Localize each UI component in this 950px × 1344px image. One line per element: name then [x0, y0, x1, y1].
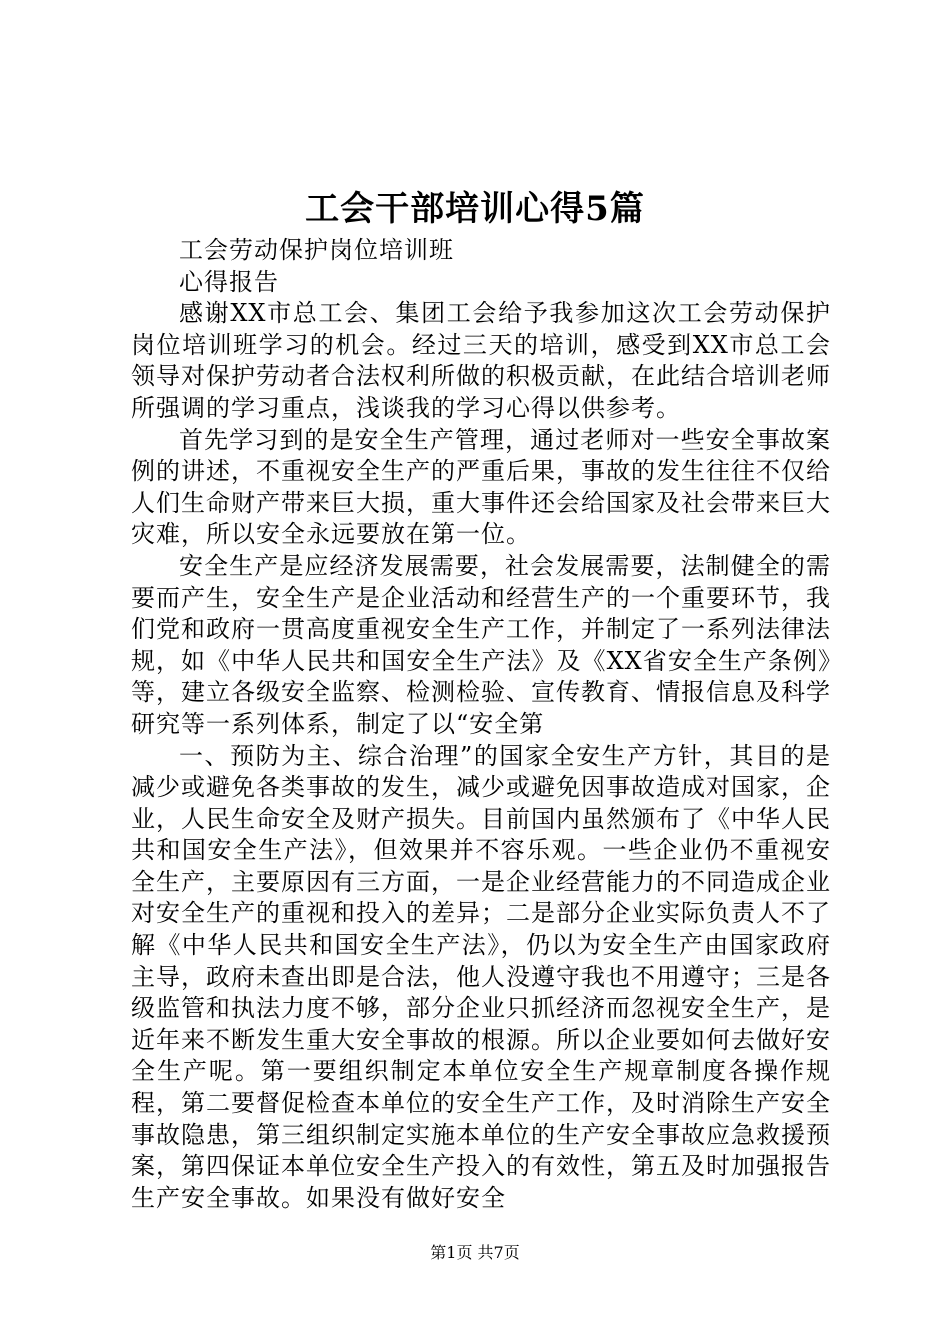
paragraph-prevention: 一、预防为主、综合治理”的国家全安生产方针，其目的是减少或避免各类事故的发生，减少或避免因事故造成对国家，企业，人民生命安全及财产损失。目前国内虽然颁布了《中华人民共和国安全生产法》，但效果并不容乐观。一些企业仍不重视安全生产，主要原因有三方面，一是企业经营能力的不同造成企业对安全生产的重视和投入的差异；二是部分企业实际负责人不了解《中华人民共和国安全生产法》，仍以为安全生产由国家政府主导，政府未查出即是合法，他人没遵守我也不用遵守；三是各级监管和执法力度不够，部分企业只抓经济而忽视安全生产，是近年来不断发生重大安全事故的根源。所以企业要如何去做好安全生产呢。第一要组织制定本单位安全生产规章制度各操作规程，第二要督促检查本单位的安全生产工作，及时消除生产安全事故隐患，第三组织制定实施本单位的生产安全事故应急救援预案，第四保证本单位安全生产投入的有效性，第五及时加强报告生产安全事故。如果没有做好安全	[131, 741, 831, 1212]
document-body	[131, 235, 831, 1214]
page-footer: 第1页 共7页	[430, 1243, 520, 1262]
paragraph-safety-production: 安全生产是应经济发展需要，社会发展需要，法制健全的需要而产生，安全生产是企业活动和经营生产的一个重要环节，我们党和政府一贯高度重视安全生产工作，并制定了一系列法律法规，如《中华人民共和国安全生产法》及《XX省安全生产条例》等，建立各级安全监察、检测检验、宣传教育、情报信息及科学研究等一系列体系，制定了以“安全第	[131, 551, 831, 738]
document-title: 工会干部培训心得5篇	[305, 189, 645, 229]
paragraph-subtitle-1: 工会劳动保护岗位培训班	[179, 236, 454, 264]
paragraph-subtitle-2: 心得报告	[179, 267, 279, 296]
paragraph-intro: 感谢XX市总工会、集团工会给予我参加这次工会劳动保护岗位培训班学习的机会。经过三天的培训，感受到XX市总工会领导对保护劳动者合法权利所做的积极贡献，在此结合培训老师所强调的学习重点，浅谈我的学习心得以供参考。	[131, 299, 831, 422]
paragraph-safety-management: 首先学习到的是安全生产管理，通过老师对一些安全事故案例的讲述，不重视安全生产的严重后果，事故的发生往往不仅给人们生命财产带来巨大损，重大事件还会给国家及社会带来巨大灾难，所以安全永远要放在第一位。	[131, 425, 831, 549]
